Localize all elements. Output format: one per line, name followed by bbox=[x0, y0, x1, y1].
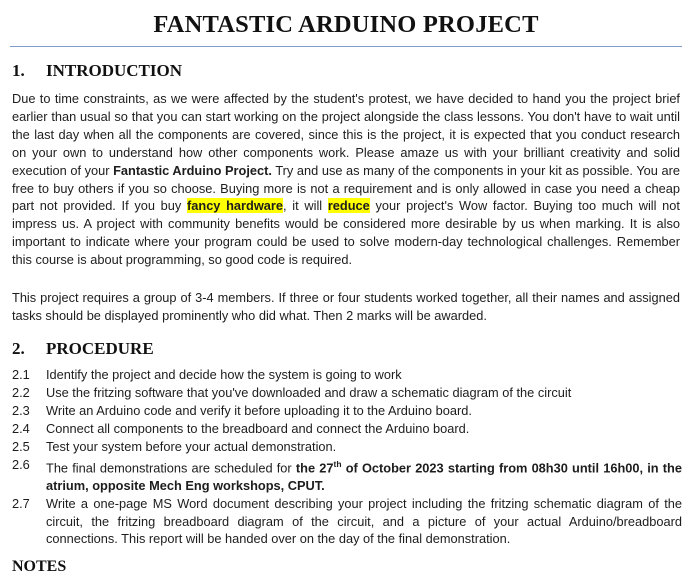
document-title: FANTASTIC ARDUINO PROJECT bbox=[153, 11, 539, 38]
list-item bbox=[12, 384, 682, 402]
list-item bbox=[12, 402, 682, 420]
section-number: 2. bbox=[12, 339, 25, 358]
title-underline bbox=[10, 46, 682, 47]
section-heading-procedure bbox=[12, 339, 154, 359]
item-number: 2.3 bbox=[12, 402, 30, 418]
item-number: 2.5 bbox=[12, 438, 30, 454]
item-text: Connect all components to the breadboard and connect the Arduino board. bbox=[46, 420, 470, 436]
item-text: Use the fritzing software that you've downloaded and draw a schematic diagram of the circuit bbox=[46, 384, 572, 400]
item-number: 2.4 bbox=[12, 420, 30, 436]
list-item bbox=[12, 366, 682, 384]
item-text: Identify the project and decide how the system is going to work bbox=[46, 367, 402, 382]
text-run: Due to time constraints, as we were affected by the student's protest, we have decided to hand you the project brief earlier than usual so that you can start working on the project alongside the class lessons. You don't have to wait until the last day when all the components are covered, since this is the project, it is expected that you conduct research on your own to understand how other components work. Please amaze us with your brilliant creativity and solid execution of your bbox=[12, 91, 680, 178]
item-text: Test your system before your actual demonstration. bbox=[46, 438, 337, 454]
superscript: th bbox=[333, 458, 342, 469]
list-item bbox=[12, 420, 682, 438]
group-requirement-paragraph: This project requires a group of 3-4 members. If three or four students worked together, all their names and assigned tasks should be displayed prominently who did what. Then 2 marks will be awarded. bbox=[12, 290, 680, 323]
highlight-reduce: reduce bbox=[327, 198, 370, 214]
list-item bbox=[12, 438, 682, 456]
item-text bbox=[46, 456, 682, 495]
section-heading-introduction bbox=[12, 61, 182, 81]
item-number: 2.6 bbox=[12, 456, 30, 472]
bold-date: the 27 bbox=[295, 459, 334, 475]
text-run: , it will bbox=[283, 198, 328, 214]
text-run: Try and use as many of the components in your kit as possible. You are free to buy others if you so choose. Buying more is not a requirement and is only allowed in case you need a cheap part not provided. If you buy bbox=[12, 162, 680, 214]
list-item bbox=[12, 456, 682, 495]
bold-date-venue: of October 2023 starting from 08h30 until 16h00, in the atrium, opposite Mech Eng workshops, CPUT. bbox=[46, 459, 682, 493]
list-item bbox=[12, 495, 682, 549]
next-section-heading-cut-off: NOTES bbox=[12, 558, 67, 575]
item-number: 2.2 bbox=[12, 384, 30, 400]
bold-project-name: Fantastic Arduino Project. bbox=[113, 162, 272, 178]
section-number: 1. bbox=[12, 61, 25, 80]
item-number: 2.7 bbox=[12, 495, 30, 511]
section-title: PROCEDURE bbox=[46, 339, 154, 358]
text-run: your project's Wow factor. Buying too much will not impress us. A project with community benefits would be considered more desirable by us when marking. It is also important to indicate where your program could be used to solve modern-day technological challenges. Remember this course is about programming, so good code is required. bbox=[12, 198, 680, 268]
text-run: The final demonstrations are scheduled for bbox=[46, 459, 296, 475]
introduction-paragraph bbox=[12, 90, 680, 269]
procedure-list bbox=[12, 366, 682, 548]
item-text: Write an Arduino code and verify it before uploading it to the Arduino board. bbox=[46, 402, 472, 418]
section-title: INTRODUCTION bbox=[46, 61, 183, 80]
item-number: 2.1 bbox=[12, 367, 30, 382]
item-text: Write a one-page MS Word document describing your project including the fritzing schematic diagram of the circuit, the fritzing breadboard diagram of the circuit, and a picture of your actual Arduino/breadboard connections. This report will be handed over on the day of the final demonstration. bbox=[46, 495, 682, 547]
highlight-fancy-hardware: fancy hardware bbox=[187, 198, 284, 214]
